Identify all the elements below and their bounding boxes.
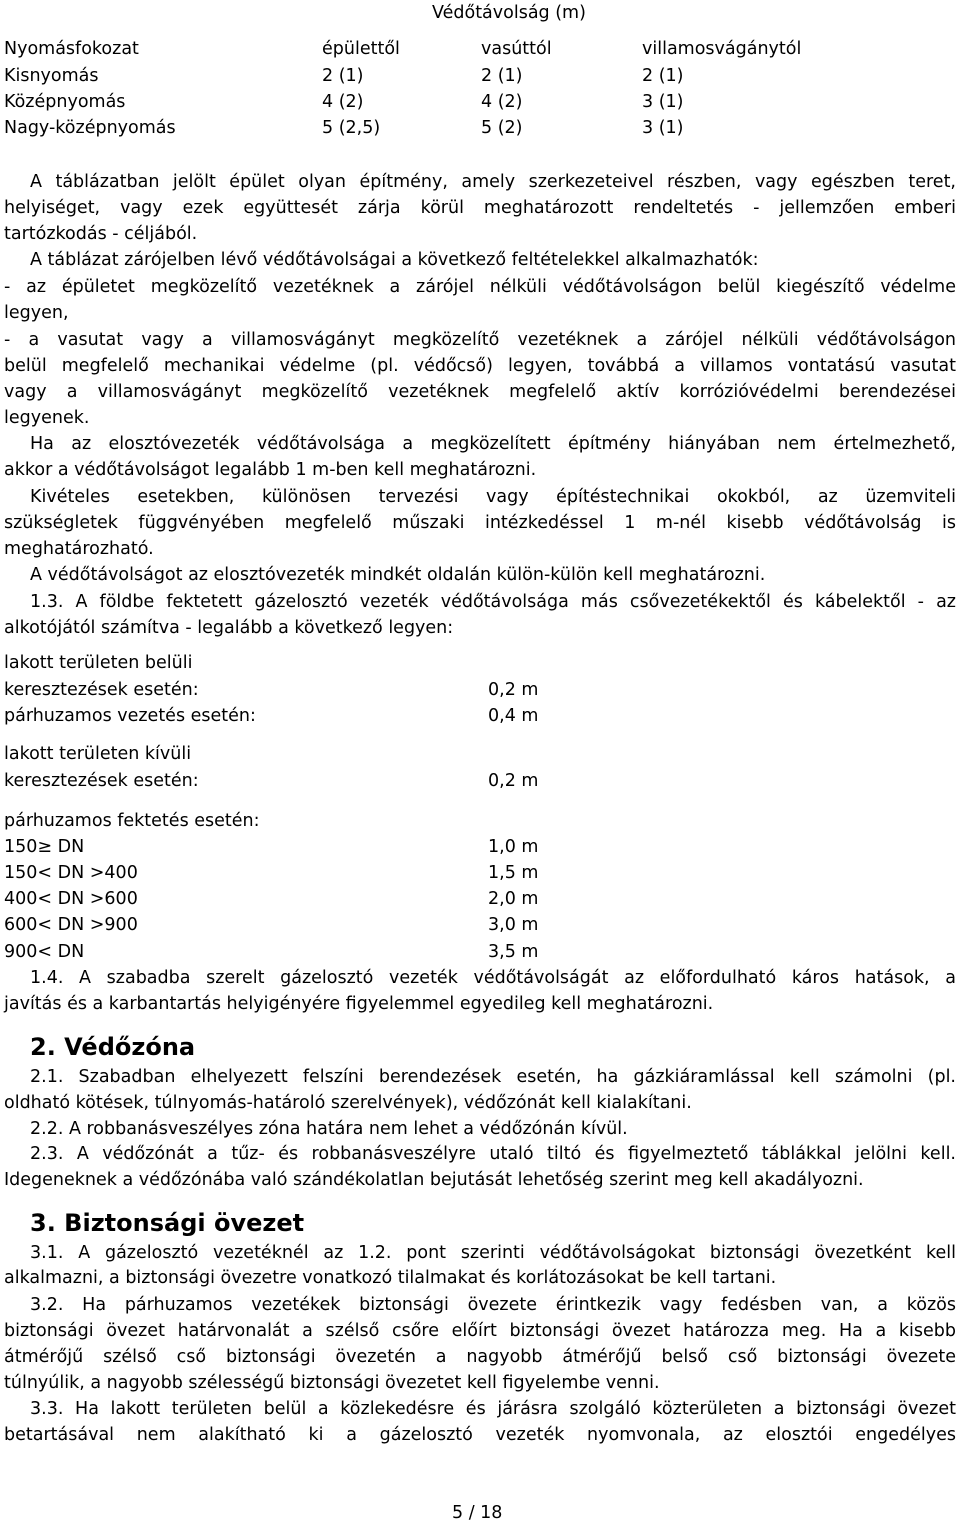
- table-header-tram: villamosvágánytól: [642, 39, 802, 59]
- body-line: 2.2. A robbanásveszélyes zóna határa nem lehet a védőzónán kívül.: [30, 1119, 628, 1139]
- distance-value: 0,2 m: [488, 680, 539, 700]
- body-line: legyenek.: [4, 408, 90, 428]
- body-line: Kivételes esetekben, különösen tervezési vagy építéstechnikai okokból, az üzemviteli: [30, 487, 956, 507]
- table-cell: Nagy-középnyomás: [4, 118, 176, 138]
- dn-label: 600< DN >900: [4, 915, 138, 935]
- body-line: meghatározható.: [4, 539, 154, 559]
- dn-value: 3,0 m: [488, 915, 539, 935]
- body-line: alkotójától számítva - legalább a következő legyen:: [4, 618, 454, 638]
- dn-value: 1,5 m: [488, 863, 539, 883]
- dn-value: 3,5 m: [488, 942, 539, 962]
- dn-label: 150≥ DN: [4, 837, 85, 857]
- body-line: Ha az elosztóvezeték védőtávolsága a megközelített építmény hiányában nem értelmezhető,: [30, 434, 956, 454]
- body-line: túlnyúlik, a nagyobb szélességű biztonsági övezetet kell figyelembe venni.: [4, 1373, 660, 1393]
- table-header-pressure: Nyomásfokozat: [4, 39, 139, 59]
- distance-value: 0,2 m: [488, 771, 539, 791]
- body-line: alkalmazni, a biztonsági övezetre vonatkozó tilalmakat és korlátozásokat be kell tartani.: [4, 1268, 777, 1288]
- body-line: vagy a villamosvágányt megközelítő vezetéknek megfelelő aktív korrózióvédelmi berendezései: [4, 382, 956, 402]
- table-cell: 2 (1): [481, 66, 523, 86]
- table-header-railway: vasúttól: [481, 39, 552, 59]
- dn-value: 1,0 m: [488, 837, 539, 857]
- body-line: A védőtávolságot az elosztóvezeték mindkét oldalán külön-külön kell meghatározni.: [30, 565, 766, 585]
- body-line: Idegeneknek a védőzónába való szándékolatlan bejutását lehetőség szerint meg kell akadályozni.: [4, 1170, 864, 1190]
- body-line: 2.1. Szabadban elhelyezett felszíni berendezések esetén, ha gázkiáramlással kell számolni (pl.: [30, 1067, 956, 1087]
- body-line: - a vasutat vagy a villamosvágányt megközelítő vezetéknek a zárójel nélküli védőtávolságon: [4, 330, 956, 350]
- table-cell: 5 (2,5): [322, 118, 381, 138]
- section-heading: 2. Védőzóna: [30, 1033, 196, 1061]
- body-line: biztonsági övezet határvonalát a szélső csőre előírt biztonsági övezet határozza meg. Ha a kisebb: [4, 1321, 956, 1341]
- table-cell: Kisnyomás: [4, 66, 99, 86]
- dn-value: 2,0 m: [488, 889, 539, 909]
- distance-label: lakott területen belüli: [4, 653, 193, 673]
- table-cell: 3 (1): [642, 92, 684, 112]
- body-line: tartózkodás - céljából.: [4, 224, 198, 244]
- distance-label: keresztezések esetén:: [4, 771, 199, 791]
- body-line: szükségletek függvényében megfelelő műszaki intézkedéssel 1 m-nél kisebb védőtávolság is: [4, 513, 956, 533]
- table-cell: Középnyomás: [4, 92, 126, 112]
- body-line: akkor a védőtávolságot legalább 1 m-ben kell meghatározni.: [4, 460, 537, 480]
- table-cell: 4 (2): [481, 92, 523, 112]
- table-cell: 2 (1): [322, 66, 364, 86]
- distance-label: párhuzamos fektetés esetén:: [4, 811, 260, 831]
- section-heading: 3. Biztonsági övezet: [30, 1209, 305, 1237]
- distance-label: párhuzamos vezetés esetén:: [4, 706, 256, 726]
- body-line: átmérőjű szélső cső biztonsági övezetén a nagyobb átmérőjű belső cső biztonsági övezete: [4, 1347, 956, 1367]
- page-number: 5 / 18: [452, 1503, 503, 1523]
- dn-label: 400< DN >600: [4, 889, 138, 909]
- distance-value: 0,4 m: [488, 706, 539, 726]
- body-line: belül megfelelő mechanikai védelme (pl. védőcső) legyen, továbbá a villamos vontatású vasutat: [4, 356, 956, 376]
- body-line: 3.3. Ha lakott területen belül a közlekedésre és járásra szolgáló közterületen a biztonsági övezet: [30, 1399, 956, 1419]
- table-cell: 4 (2): [322, 92, 364, 112]
- body-line: 1.4. A szabadba szerelt gázelosztó vezeték védőtávolságát az előfordulható káros hatások, a: [30, 968, 956, 988]
- table-caption: Védőtávolság (m): [432, 3, 586, 23]
- distance-label: lakott területen kívüli: [4, 744, 192, 764]
- body-line: 1.3. A földbe fektetett gázelosztó vezeték védőtávolsága más csővezetékektől és kábelektől - az: [30, 592, 956, 612]
- body-line: legyen,: [4, 303, 69, 323]
- table-cell: 5 (2): [481, 118, 523, 138]
- body-line: 2.3. A védőzónát a tűz- és robbanásveszélyre utaló tiltó és figyelmeztető táblákkal jelölni kell.: [30, 1144, 956, 1164]
- body-line: A táblázat zárójelben lévő védőtávolságai a következő feltételekkel alkalmazhatók:: [30, 250, 759, 270]
- distance-label: keresztezések esetén:: [4, 680, 199, 700]
- body-line: oldható kötések, túlnyomás-határoló szerelvények), védőzónát kell kialakítani.: [4, 1093, 692, 1113]
- body-line: javítás és a karbantartás helyigényére figyelemmel egyedileg kell meghatározni.: [4, 994, 714, 1014]
- body-line: - az épületet megközelítő vezetéknek a zárójel nélküli védőtávolságon belül kiegészítő védelme: [4, 277, 956, 297]
- table-cell: 2 (1): [642, 66, 684, 86]
- dn-label: 150< DN >400: [4, 863, 138, 883]
- body-line: 3.2. Ha párhuzamos vezetékek biztonsági övezete érintkezik vagy fedésben van, a közös: [30, 1295, 956, 1315]
- table-header-building: épülettől: [322, 39, 400, 59]
- table-cell: 3 (1): [642, 118, 684, 138]
- body-line: helyiséget, vagy ezek együttesét zárja körül meghatározott rendeltetés - jellemzően emberi: [4, 198, 956, 218]
- body-line: A táblázatban jelölt épület olyan építmény, amely szerkezeteivel részben, vagy egészben teret,: [30, 172, 956, 192]
- body-line: betartásával nem alakítható ki a gázelosztó vezeték nyomvonala, az elosztói engedélyes: [4, 1425, 956, 1445]
- dn-label: 900< DN: [4, 942, 85, 962]
- body-line: 3.1. A gázelosztó vezetéknél az 1.2. pont szerinti védőtávolságokat biztonsági övezetként kell: [30, 1243, 956, 1263]
